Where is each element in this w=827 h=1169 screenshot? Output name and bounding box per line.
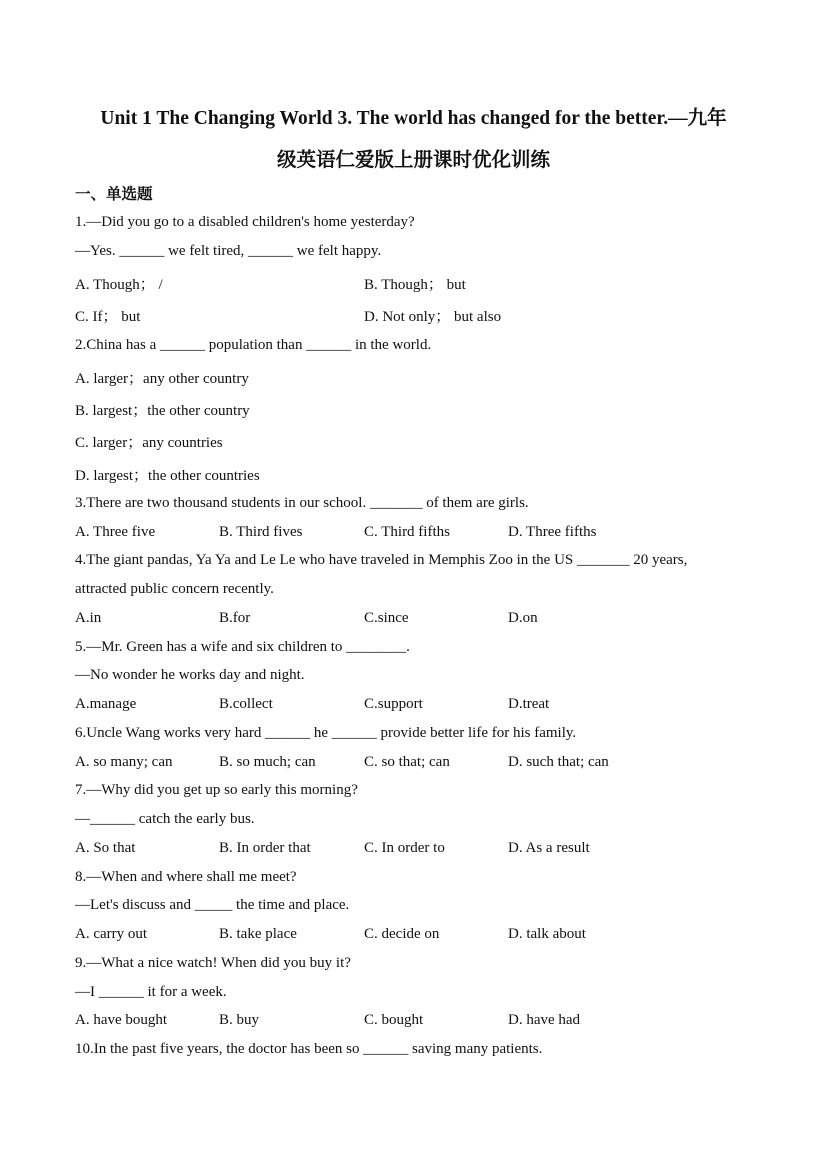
option-c: C. Third fifths	[364, 524, 450, 540]
option-d: D. talk about	[508, 926, 586, 942]
option-b: B. take place	[219, 926, 297, 942]
option-a: A. So that	[75, 840, 136, 856]
question-text: 6.Uncle Wang works very hard ______ he ______ provide better life for his family.	[75, 725, 577, 741]
option-c: C. decide on	[364, 926, 440, 942]
option-b: B. buy	[219, 1012, 260, 1028]
option-d: D. largest；the other countries	[75, 468, 260, 484]
question-text: 2.China has a ______ population than ______ in the world.	[75, 337, 432, 353]
option-d: D. As a result	[508, 840, 590, 856]
option-c: C.support	[364, 696, 423, 712]
question-text: —______ catch the early bus.	[75, 811, 255, 827]
option-c: C. larger；any countries	[75, 435, 223, 451]
question-text: 1.—Did you go to a disabled children's home yesterday?	[75, 214, 415, 230]
option-c: C.since	[364, 610, 409, 626]
option-d: D.on	[508, 610, 538, 626]
question-text: 4.The giant pandas, Ya Ya and Le Le who have traveled in Memphis Zoo in the US _______ 20 years,	[75, 552, 688, 568]
option-c: C. In order to	[364, 840, 445, 856]
option-b: B.collect	[219, 696, 273, 712]
option-a: A.manage	[75, 696, 137, 712]
title-line-2: 级英语仁爱版上册课时优化训练	[276, 150, 550, 171]
question-text: 5.—Mr. Green has a wife and six children to ________.	[75, 639, 410, 655]
question-text: attracted public concern recently.	[75, 581, 274, 597]
option-a: A. Though； /	[75, 277, 163, 293]
question-text: —Yes. ______ we felt tired, ______ we felt happy.	[75, 243, 382, 259]
option-a: A.in	[75, 610, 102, 626]
option-b: B. largest；the other country	[75, 403, 250, 419]
option-b: B.for	[219, 610, 251, 626]
question-text: —Let's discuss and _____ the time and place.	[75, 897, 350, 913]
option-d: D. have had	[508, 1012, 581, 1028]
option-b: B. In order that	[219, 840, 311, 856]
option-d: D.treat	[508, 696, 550, 712]
option-c: C. so that; can	[364, 754, 450, 770]
question-text: 9.—What a nice watch! When did you buy it?	[75, 955, 351, 971]
option-b: B. so much; can	[219, 754, 316, 770]
option-a: A. have bought	[75, 1012, 168, 1028]
option-a: A. so many; can	[75, 754, 173, 770]
option-c: C. bought	[364, 1012, 424, 1028]
option-d: D. Not only； but also	[364, 309, 502, 325]
option-b: B. Third fives	[219, 524, 303, 540]
option-a: A. Three five	[75, 524, 156, 540]
section-heading: 一、单选题	[75, 186, 153, 203]
title-line-1: Unit 1 The Changing World 3. The world has changed for the better.—九年	[100, 108, 727, 129]
option-d: D. Three fifths	[508, 524, 597, 540]
question-text: —No wonder he works day and night.	[75, 667, 305, 683]
option-d: D. such that; can	[508, 754, 609, 770]
question-text: —I ______ it for a week.	[75, 984, 227, 1000]
question-text: 8.—When and where shall me meet?	[75, 869, 297, 885]
option-a: A. carry out	[75, 926, 148, 942]
option-a: A. larger；any other country	[75, 371, 249, 387]
question-text: 3.There are two thousand students in our school. _______ of them are girls.	[75, 495, 529, 511]
question-text: 10.In the past five years, the doctor has been so ______ saving many patients.	[75, 1041, 543, 1057]
question-text: 7.—Why did you get up so early this morning?	[75, 782, 358, 798]
option-b: B. Though； but	[364, 277, 466, 293]
option-c: C. If； but	[75, 309, 141, 325]
